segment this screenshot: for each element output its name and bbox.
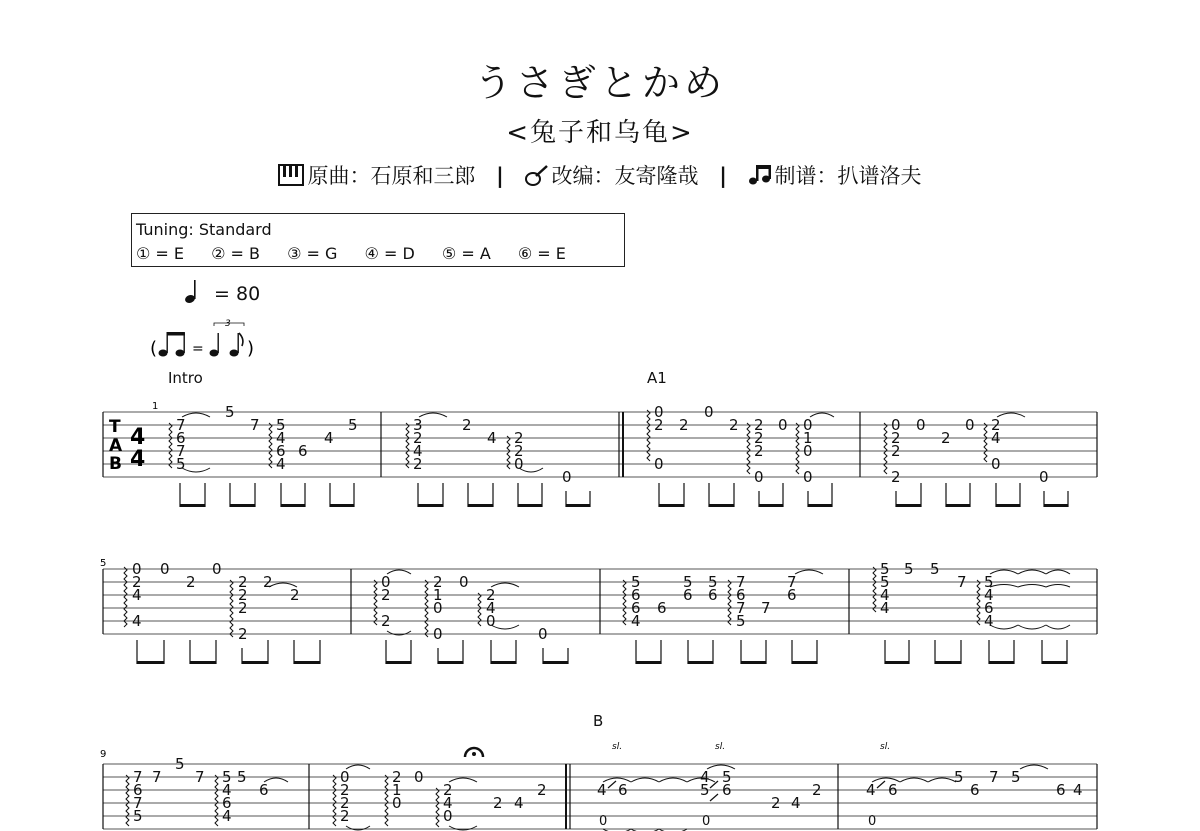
svg-text:0: 0 [803, 468, 813, 486]
song-title: うさぎとかめ [473, 61, 726, 105]
svg-text:0: 0 [459, 573, 469, 591]
svg-text:2: 2 [941, 429, 951, 447]
svg-text:7: 7 [250, 416, 260, 434]
svg-text:7: 7 [736, 573, 746, 591]
svg-text:2: 2 [340, 807, 350, 825]
svg-text:0: 0 [160, 560, 170, 578]
svg-text:7: 7 [761, 599, 771, 617]
svg-text:0: 0 [654, 455, 664, 473]
svg-text:5: 5 [133, 807, 143, 825]
svg-text:4: 4 [276, 455, 286, 473]
svg-text:2: 2 [392, 768, 402, 786]
svg-text:4: 4 [791, 794, 801, 812]
svg-text:4: 4 [597, 781, 607, 799]
svg-text:0: 0 [991, 455, 1001, 473]
svg-text:2: 2 [413, 429, 423, 447]
svg-text:0: 0 [433, 599, 443, 617]
svg-text:2: 2 [891, 468, 901, 486]
svg-text:2: 2 [290, 586, 300, 604]
svg-text:0: 0 [443, 807, 453, 825]
svg-text:2: 2 [340, 781, 350, 799]
svg-text:6: 6 [133, 781, 143, 799]
svg-text:6: 6 [787, 586, 797, 604]
svg-text:2: 2 [340, 794, 350, 812]
svg-text:0: 0 [916, 416, 926, 434]
slide-markings [612, 742, 890, 752]
svg-text:0: 0 [433, 625, 443, 643]
svg-text:0: 0 [891, 416, 901, 434]
svg-text:6: 6 [657, 599, 667, 617]
svg-text:7: 7 [152, 768, 162, 786]
svg-text:3: 3 [413, 416, 423, 434]
svg-text:5: 5 [237, 768, 247, 786]
swing-equals: = [192, 341, 204, 357]
svg-text:7: 7 [195, 768, 205, 786]
svg-text:4: 4 [514, 794, 524, 812]
triplet-number: 3 [225, 319, 231, 329]
svg-text:6: 6 [298, 442, 308, 460]
svg-text:6: 6 [631, 599, 641, 617]
svg-text:6: 6 [276, 442, 286, 460]
svg-text:2: 2 [771, 794, 781, 812]
svg-text:4: 4 [276, 429, 286, 447]
svg-text:2: 2 [186, 573, 196, 591]
tuning-label: Tuning: Standard [136, 220, 272, 239]
svg-text:5: 5 [631, 573, 641, 591]
svg-text:2: 2 [754, 416, 764, 434]
svg-text:4: 4 [222, 781, 232, 799]
svg-text:4: 4 [413, 442, 423, 460]
svg-text:sl.: sl. [612, 742, 623, 752]
svg-text:0: 0 [702, 814, 711, 829]
svg-text:5: 5 [984, 573, 994, 591]
fermata-icon [465, 748, 483, 757]
svg-text:4: 4 [222, 807, 232, 825]
svg-text:4: 4 [984, 612, 994, 630]
svg-text:0: 0 [562, 468, 572, 486]
svg-text:0: 0 [868, 814, 877, 829]
tempo-value: = 80 [214, 283, 261, 305]
svg-text:2: 2 [132, 573, 142, 591]
svg-text:0: 0 [803, 442, 813, 460]
svg-text:5: 5 [880, 560, 890, 578]
svg-text:5: 5 [683, 573, 693, 591]
svg-text:0: 0 [414, 768, 424, 786]
svg-text:2: 2 [514, 442, 524, 460]
svg-text:6: 6 [618, 781, 628, 799]
svg-text:5: 5 [954, 768, 964, 786]
svg-text:0: 0 [514, 455, 524, 473]
tuning-box [131, 213, 625, 267]
svg-text:1: 1 [803, 429, 813, 447]
svg-text:0: 0 [654, 403, 664, 421]
measure-number: 9 [100, 749, 107, 760]
svg-text:4: 4 [443, 794, 453, 812]
tuning-string-2: ② = B [211, 244, 261, 263]
svg-text:4: 4 [880, 599, 890, 617]
svg-text:6: 6 [176, 429, 186, 447]
tuning-string-6: ⑥ = E [517, 244, 566, 263]
svg-text:B: B [109, 454, 122, 474]
song-subtitle: <兔子和乌龟> [506, 118, 694, 148]
tuning-string-5: ⑤ = A [441, 244, 491, 263]
svg-text:4: 4 [130, 425, 146, 450]
svg-text:1: 1 [392, 781, 402, 799]
svg-text:2: 2 [537, 781, 547, 799]
svg-text:2: 2 [991, 416, 1001, 434]
svg-text:2: 2 [413, 455, 423, 473]
svg-text:sl.: sl. [715, 742, 726, 752]
section-b: B [593, 712, 604, 730]
svg-text:4: 4 [487, 429, 497, 447]
svg-text:2: 2 [238, 599, 248, 617]
svg-text:0: 0 [778, 416, 788, 434]
svg-text:2: 2 [238, 625, 248, 643]
svg-text:5: 5 [222, 768, 232, 786]
svg-text:5: 5 [880, 573, 890, 591]
svg-text:0: 0 [486, 612, 496, 630]
svg-text:2: 2 [812, 781, 822, 799]
svg-text:2: 2 [654, 416, 664, 434]
svg-text:2: 2 [381, 612, 391, 630]
svg-text:5: 5 [904, 560, 914, 578]
credits-line [0, 160, 1200, 191]
svg-text:6: 6 [222, 794, 232, 812]
svg-text:4: 4 [324, 429, 334, 447]
svg-text:2: 2 [263, 573, 273, 591]
svg-text:0: 0 [538, 625, 548, 643]
svg-text:5: 5 [225, 403, 235, 421]
svg-text:5: 5 [348, 416, 358, 434]
svg-text:): ) [247, 338, 255, 359]
svg-text:4: 4 [132, 586, 142, 604]
svg-text:2: 2 [443, 781, 453, 799]
svg-text:0: 0 [212, 560, 222, 578]
svg-text:2: 2 [381, 586, 391, 604]
tuning-strings [136, 242, 624, 266]
svg-text:2: 2 [433, 573, 443, 591]
svg-text:0: 0 [803, 416, 813, 434]
svg-text:2: 2 [729, 416, 739, 434]
svg-text:5: 5 [736, 612, 746, 630]
composer-credit: 原曲：石原和三郎 [307, 164, 476, 188]
svg-text:5: 5 [176, 455, 186, 473]
music-note-icon [748, 164, 772, 191]
tab-clef [109, 417, 123, 474]
svg-text:2: 2 [891, 442, 901, 460]
piano-icon [278, 164, 304, 191]
section-a1: A1 [647, 369, 667, 387]
svg-text:4: 4 [991, 429, 1001, 447]
svg-text:5: 5 [175, 755, 185, 773]
svg-text:5: 5 [276, 416, 286, 434]
guitar-icon [525, 164, 549, 191]
credit-separator: | [496, 164, 504, 188]
svg-text:4: 4 [132, 612, 142, 630]
svg-text:(: ( [150, 338, 158, 359]
svg-text:5: 5 [708, 573, 718, 591]
svg-text:2: 2 [493, 794, 503, 812]
measure-number: 1 [152, 401, 159, 412]
svg-text:0: 0 [754, 468, 764, 486]
svg-text:5: 5 [722, 768, 732, 786]
section-intro: Intro [168, 369, 203, 387]
svg-text:0: 0 [381, 573, 391, 591]
svg-text:0: 0 [704, 403, 714, 421]
eighth-pair-icon [159, 332, 185, 357]
svg-text:0: 0 [392, 794, 402, 812]
tuning-string-1: ① = E [136, 244, 185, 263]
svg-text:6: 6 [984, 599, 994, 617]
svg-text:0: 0 [132, 560, 142, 578]
svg-text:6: 6 [970, 781, 980, 799]
svg-text:4: 4 [130, 447, 146, 472]
tab-system-3 [0, 735, 1200, 831]
svg-text:0: 0 [599, 814, 608, 829]
svg-text:7: 7 [176, 442, 186, 460]
svg-text:6: 6 [722, 781, 732, 799]
svg-text:6: 6 [888, 781, 898, 799]
tuning-string-4: ④ = D [364, 244, 415, 263]
svg-text:5: 5 [1011, 768, 1021, 786]
svg-text:6: 6 [259, 781, 269, 799]
svg-text:6: 6 [631, 586, 641, 604]
svg-text:7: 7 [787, 573, 797, 591]
svg-text:1: 1 [433, 586, 443, 604]
svg-text:2: 2 [462, 416, 472, 434]
svg-text:4: 4 [486, 599, 496, 617]
quarter-note-icon [184, 278, 200, 304]
svg-text:2: 2 [891, 429, 901, 447]
svg-text:2: 2 [514, 429, 524, 447]
svg-text:4: 4 [631, 612, 641, 630]
svg-text:6: 6 [1056, 781, 1066, 799]
tab-system-2 [0, 552, 1200, 677]
svg-text:5: 5 [930, 560, 940, 578]
measure-number: 5 [100, 558, 107, 569]
svg-text:4: 4 [984, 586, 994, 604]
arranger-credit: 改编：友寄隆哉 [551, 164, 699, 188]
svg-text:5: 5 [700, 781, 710, 799]
svg-text:2: 2 [486, 586, 496, 604]
svg-text:7: 7 [989, 768, 999, 786]
svg-text:6: 6 [736, 586, 746, 604]
svg-text:4: 4 [700, 768, 710, 786]
svg-text:A: A [109, 436, 123, 456]
svg-text:7: 7 [176, 416, 186, 434]
svg-text:0: 0 [965, 416, 975, 434]
svg-text:6: 6 [708, 586, 718, 604]
svg-text:4: 4 [866, 781, 876, 799]
svg-text:7: 7 [957, 573, 967, 591]
svg-text:7: 7 [133, 768, 143, 786]
svg-text:sl.: sl. [880, 742, 891, 752]
svg-text:6: 6 [683, 586, 693, 604]
svg-text:4: 4 [880, 586, 890, 604]
time-signature [130, 425, 145, 472]
svg-text:2: 2 [238, 586, 248, 604]
svg-text:2: 2 [238, 573, 248, 591]
transcriber-credit: 制谱：扒谱洛夫 [774, 164, 922, 188]
tuning-string-3: ③ = G [287, 244, 338, 263]
svg-text:2: 2 [679, 416, 689, 434]
svg-text:2: 2 [754, 442, 764, 460]
tab-system-1 [0, 395, 1200, 520]
svg-text:7: 7 [133, 794, 143, 812]
svg-text:4: 4 [1073, 781, 1083, 799]
svg-text:7: 7 [736, 599, 746, 617]
tempo-marking [184, 278, 260, 305]
svg-text:2: 2 [754, 429, 764, 447]
svg-text:0: 0 [1039, 468, 1049, 486]
swing-feel-marking [150, 316, 260, 362]
credit-separator: | [719, 164, 727, 188]
svg-text:T: T [109, 417, 121, 437]
svg-text:0: 0 [340, 768, 350, 786]
